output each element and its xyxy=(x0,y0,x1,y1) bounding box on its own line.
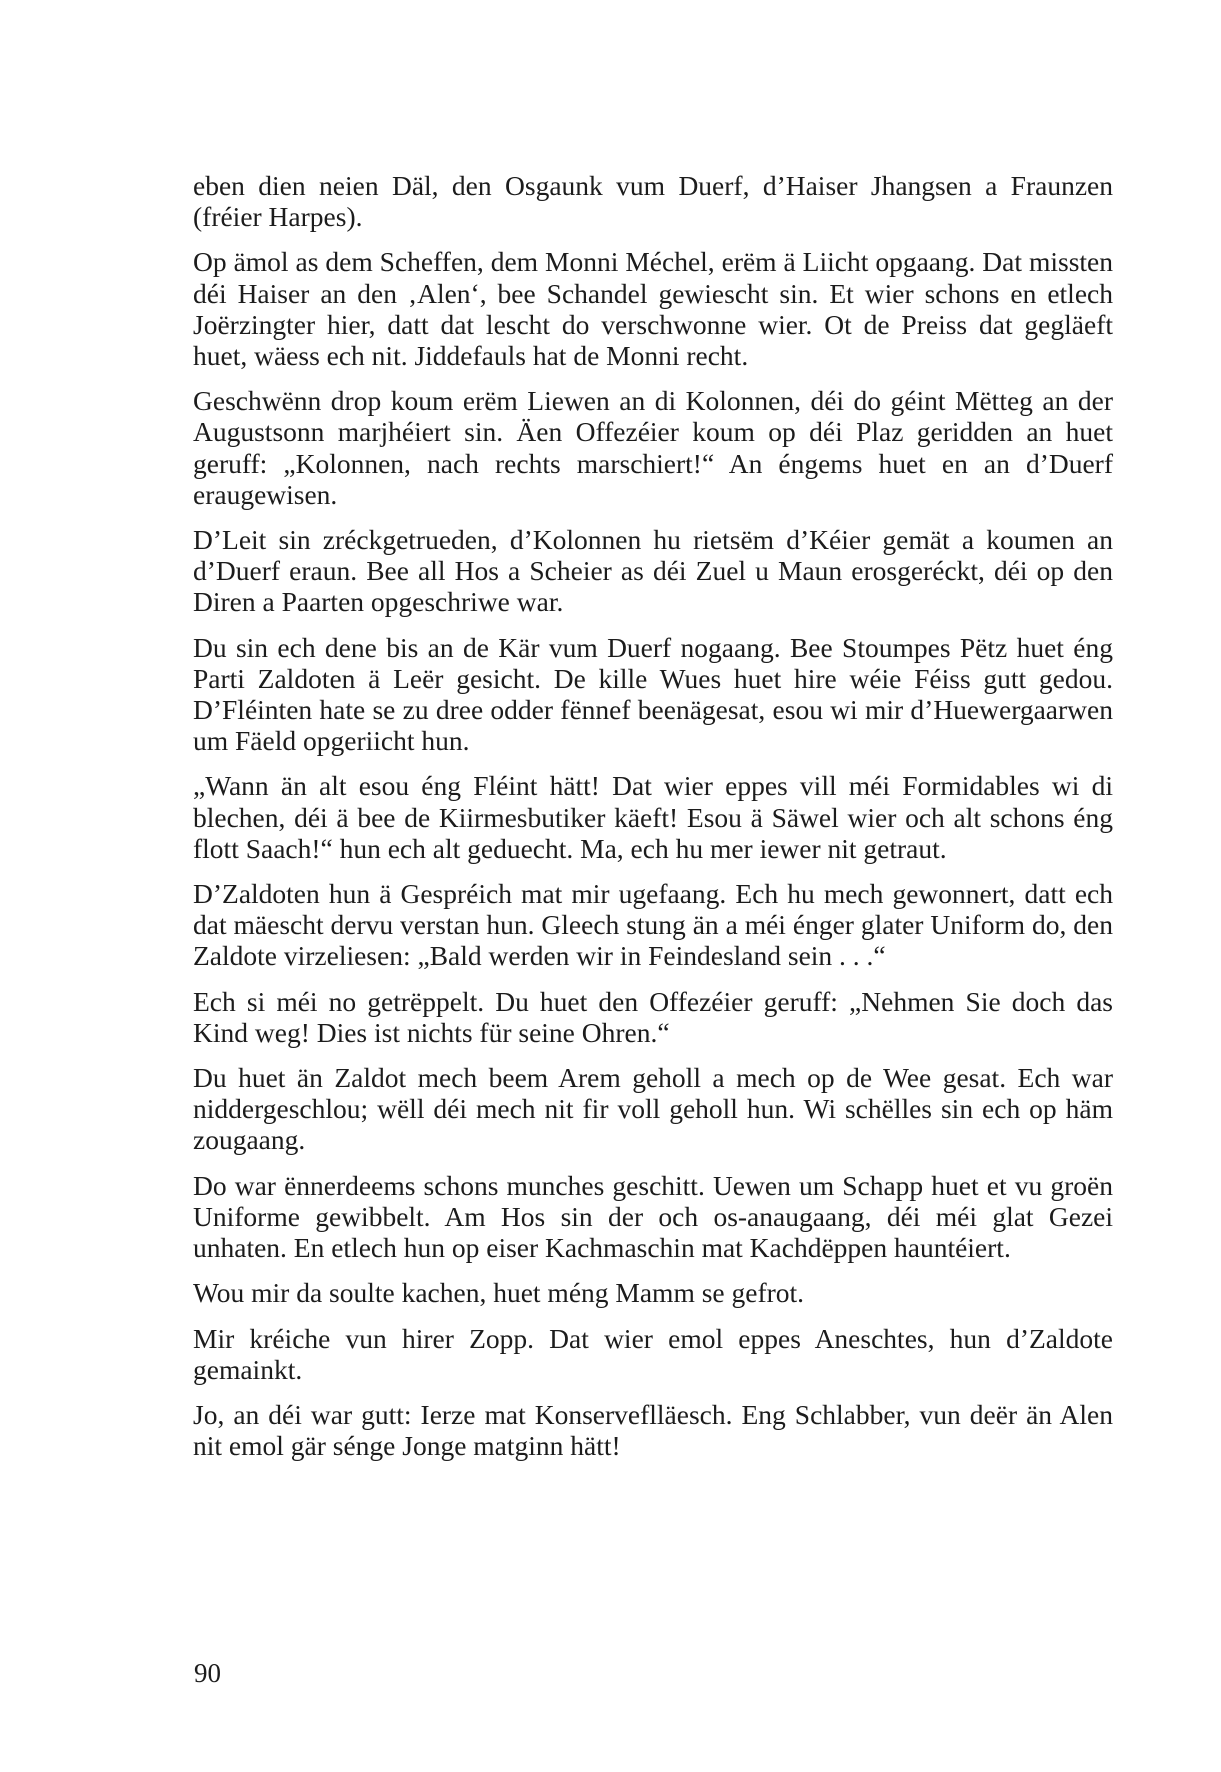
paragraph: Mir kréiche vun hirer Zopp. Dat wier emol eppes Aneschtes, hun d’Zaldote gemainkt. xyxy=(193,1322,1113,1385)
page-body xyxy=(193,170,1113,1475)
paragraph: D’Leit sin zréckgetrueden, d’Kolonnen hu rietsëm d’Kéier gemät a koumen an d’Duerf eraun. Bee all Hos a Scheier as déi Zuel u Maun erosgeréckt, déi op den Diren a Paarten opgeschriwe war. xyxy=(193,524,1113,618)
paragraph: „Wann än alt esou éng Fléint hätt! Dat wier eppes vill méi Formidables wi di blechen, déi ä bee de Kiirmesbutiker käeft! Esou ä Säwel wier och alt schons éng flott Saach!“ hun ech alt geduecht. Ma, ech hu mer iewer nit getraut. xyxy=(193,770,1113,864)
paragraph: eben dien neien Däl, den Osgaunk vum Duerf, d’Haiser Jhangsen a Fraunzen (fréier Harpes). xyxy=(193,170,1113,233)
paragraph: Du sin ech dene bis an de Kär vum Duerf nogaang. Bee Stoumpes Pëtz huet éng Parti Zaldoten ä Leër gesicht. De kille Wues huet hire wéie Féiss gutt gedou. D’Fléinten hate se zu dree odder fënnef beenägesat, esou wi mir d’Huewergaarwen um Fäeld opgeriicht hun. xyxy=(193,631,1113,757)
paragraph: Geschwënn drop koum erëm Liewen an di Kolonnen, déi do géint Mëtteg an der Augustsonn marjhéiert sin. Äen Offezéier koum op déi Plaz geridden an huet geruff: „Kolonnen, nach rechts marschiert!“ An éngems huet en an d’Duerf eraugewisen. xyxy=(193,385,1113,510)
paragraph: Do war ënnerdeems schons munches geschitt. Uewen um Schapp huet et vu groën Uniforme gewibbelt. Am Hos sin der och os-anaugaang, déi méi glat Gezei unhaten. En etlech hun op eiser Kachmaschin mat Kachdëppen hauntéiert. xyxy=(193,1169,1113,1264)
paragraph: Jo, an déi war gutt: Ierze mat Konserveflläesch. Eng Schlabber, vun deër än Alen nit emol gär sénge Jonge matginn hätt! xyxy=(193,1398,1113,1462)
paragraph: Du huet än Zaldot mech beem Arem geholl a mech op de Wee gesat. Ech war niddergeschlou; wëll déi mech nit fir voll geholl hun. Wi schëlles sin ech op häm zougaang. xyxy=(193,1062,1113,1156)
paragraph: Wou mir da soulte kachen, huet méng Mamm se gefrot. xyxy=(193,1277,805,1309)
paragraph: Op ämol as dem Scheffen, dem Monni Méchel, erëm ä Liicht opgaang. Dat missten déi Haiser an den ‚Alen‘, bee Schandel gewiescht sin. Et wier schons en etlech Joërzingter hier, datt dat lescht do verschwonne wier. Ot de Preiss dat gegläeft huet, wäess ech nit. Jiddefauls hat de Monni recht. xyxy=(193,246,1113,372)
paragraph: D’Zaldoten hun ä Gespréich mat mir ugefaang. Ech hu mech gewonnert, datt ech dat mäescht dervu verstan hun. Gleech stung än a méi énger glater Uniform do, den Zaldote virzeliesen: „Bald werden wir in Feindesland sein . . .“ xyxy=(193,878,1113,972)
page-number: 90 xyxy=(194,1658,221,1688)
paragraph: Ech si méi no getrëppelt. Du huet den Offezéier geruff: „Nehmen Sie doch das Kind weg! Dies ist nichts für seine Ohren.“ xyxy=(193,985,1113,1048)
